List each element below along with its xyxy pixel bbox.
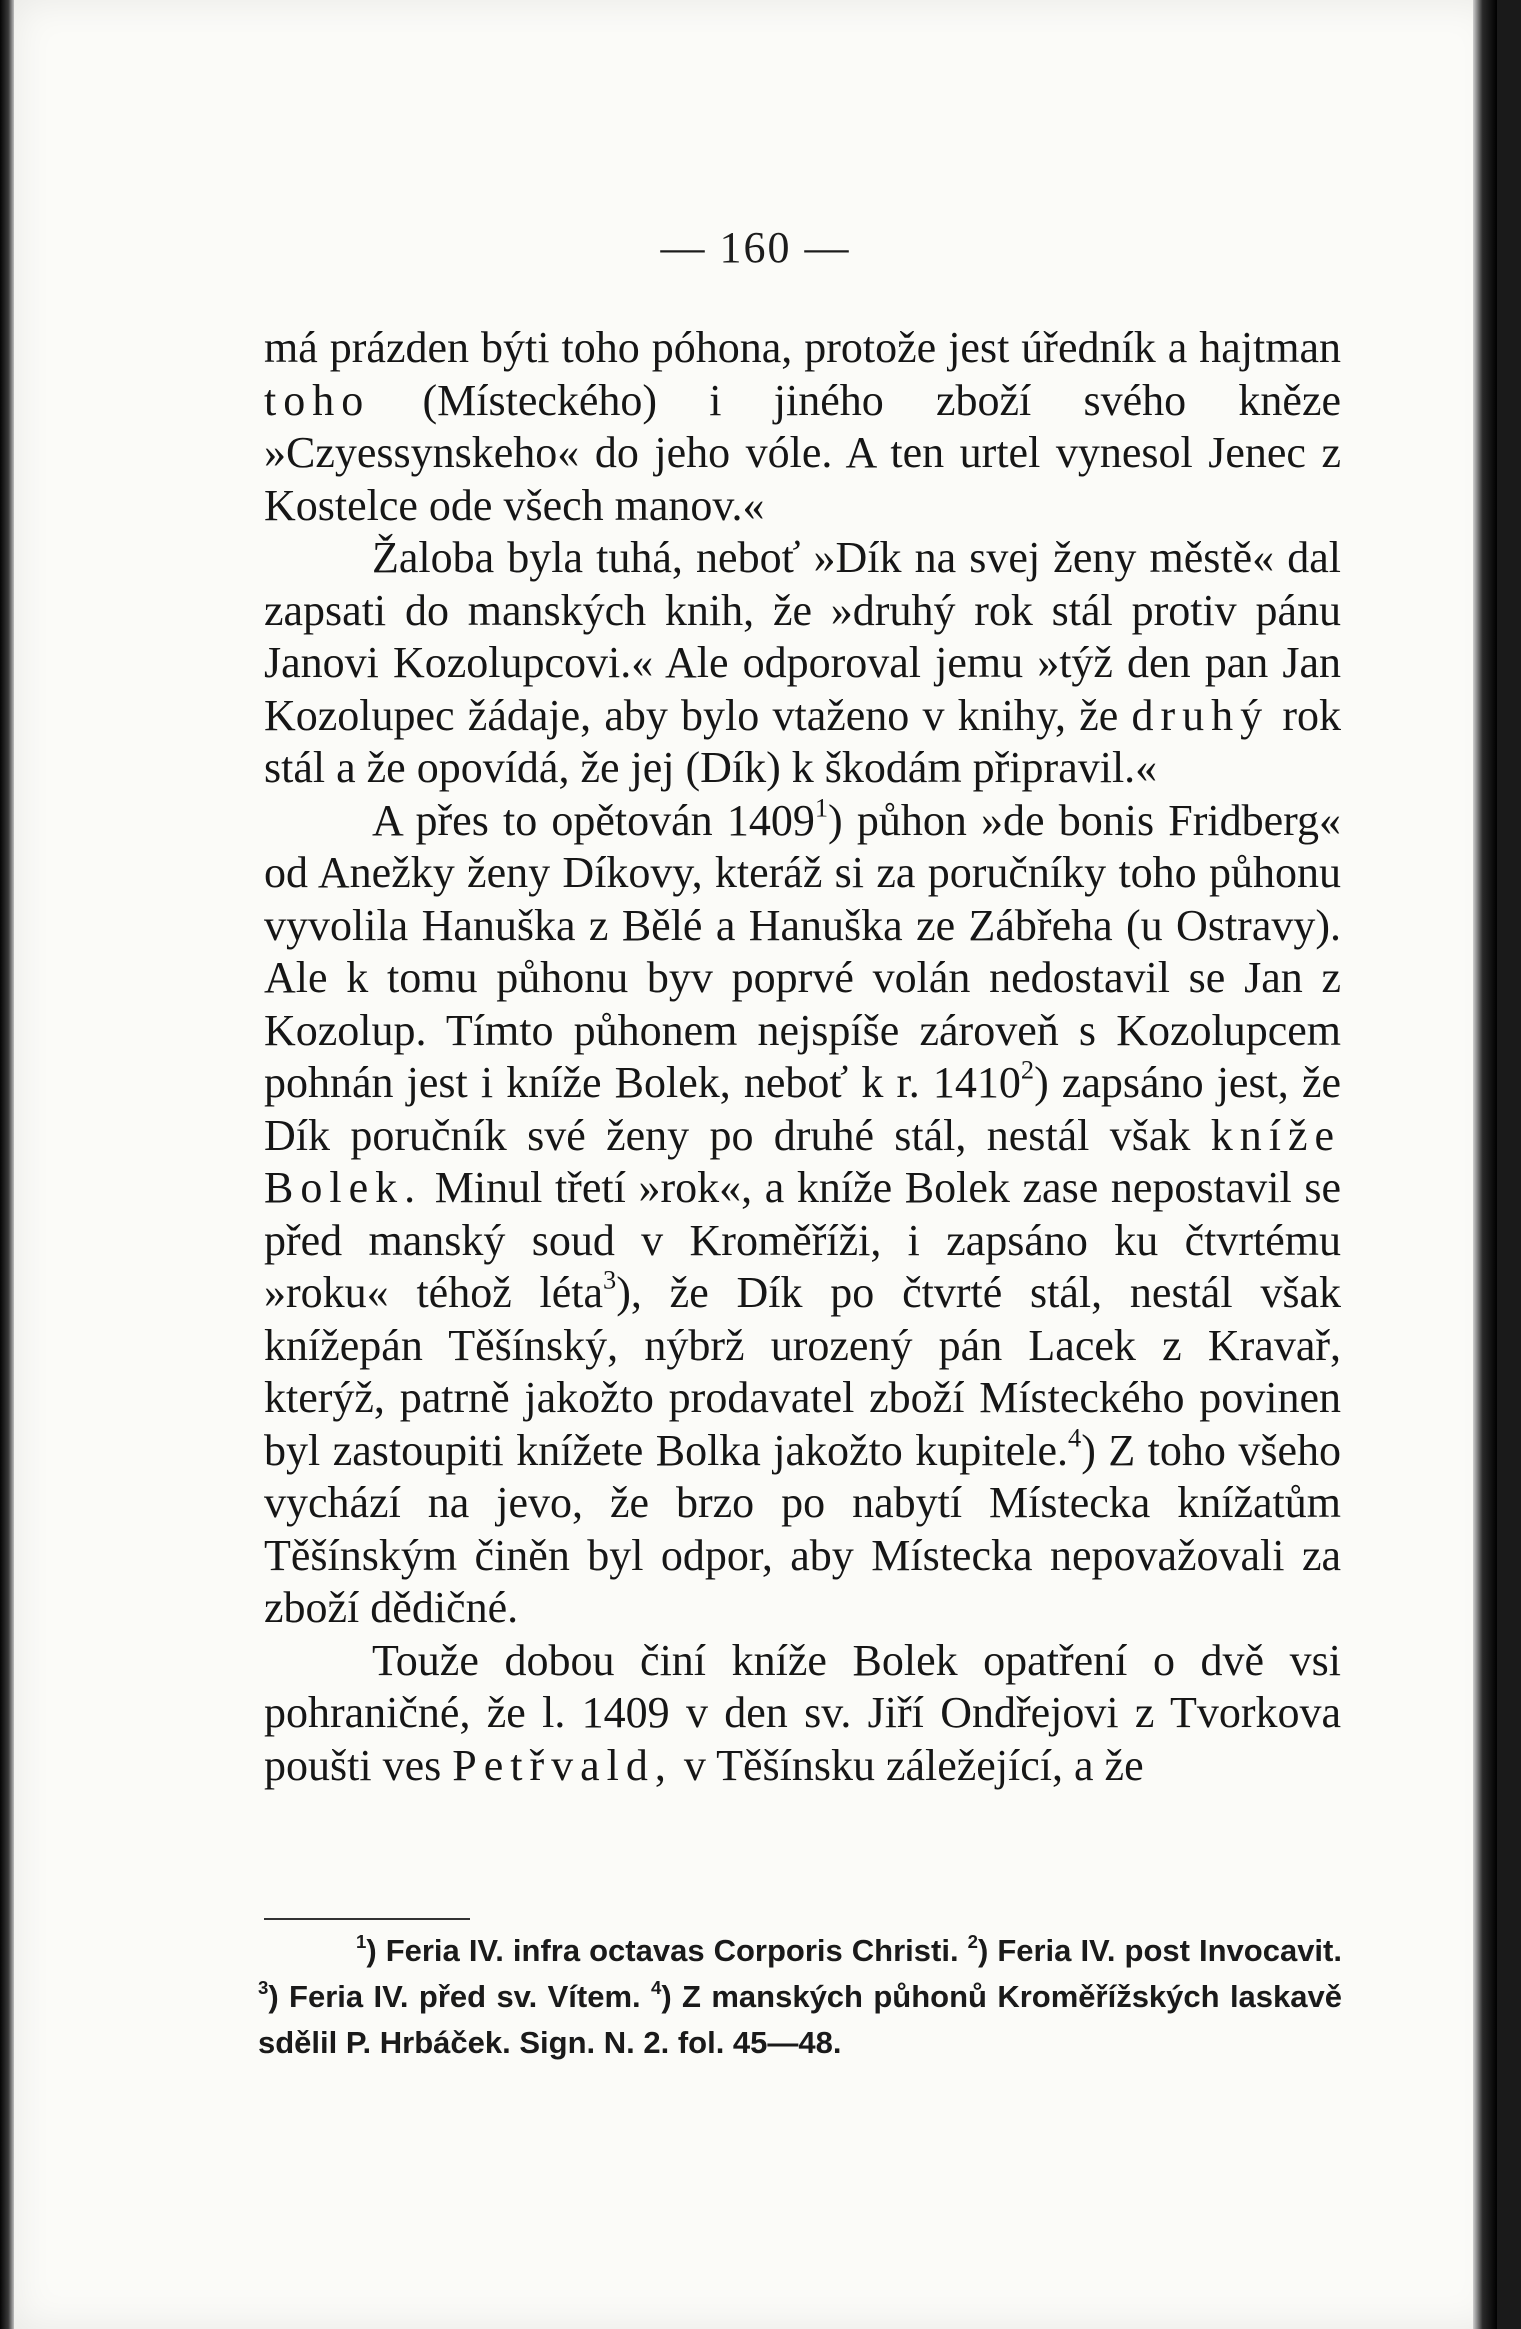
body-text [264,322,1341,1792]
footnote-mark-2: 2 [967,1930,978,1952]
page-number: — 160 — [660,223,851,272]
footnote-block [258,1928,1342,2066]
spaced-word: Petřvald, [452,1740,673,1790]
footnote-4: ) Z manských půhonů Kroměřížských laskavě sdělil P. Hrbáček. Sign. N. 2. fol. 45—48. [258,1979,1343,2060]
footnote-3: ) Feria IV. před sv. Vítem. [268,1979,641,2014]
page-right-edge-shadow [1473,0,1497,2329]
footnote-ref-2: 2 [1020,1054,1035,1085]
footnote-mark-4: 4 [651,1976,662,1998]
footnote-2: ) Feria IV. post Invocavit. [977,1933,1342,1968]
paragraph-2: Žaloba byla tuhá, neboť »Dík na svej ženy městě« dal zapsati do manských knih, že »druhý rok stál protiv pánu Janovi Kozolupcovi.« Ale odporoval jemu »týž den pan Jan Kozolupec žádaje, aby bylo vtaženo v knihy, že druhý rok stál a že opovídá, že jej (Dík) k škodám připravil.« [264,533,1342,792]
footnote-separator [264,1918,470,1920]
footnote-mark-3: 3 [258,1976,269,1998]
paragraph-3: A přes to opětován 1409$^1$) půhon »de bonis Fridberg« od Anežky ženy Díkovy, kteráž si za poručníky toho půhonu vyvolila Hanuška z Bělé a Hanuška ze Zábřeha (u Ostravy). Ale k tomu půhonu byv poprvé volán nedostavil se Jan z Kozolup. Tímto půhonem nejspíše zároveň s Kozolupcem pohnán jest i kníže Bolek, neboť k r. 1410$^2$) zapsáno jest, že Dík poručník své ženy po druhé stál, nestál však kníže Bolek. Minul třetí »rok«, a kníže Bolek zase nepostavil se před manský soud v Kroměříži, i zapsáno ku čtvrtému »roku« téhož léta$^3$), že Dík po čtvrté stál, nestál však knížepán Těšínský, nýbrž urozený pán Lacek z Kravař, kterýž, patrně jakožto prodavatel zboží Místeckého povinen byl zastoupiti knížete Bolka jakožto kupitele.$^4$) Z toho všeho vychází na jevo, že brzo po nabytí Místecka knížatům Těšínským činěn byl odpor, aby Místecka nepovažovali za zboží dědičné. [264,792,1342,1632]
footnote-1: ) Feria IV. infra octavas Corporis Christi. [366,1933,959,1968]
page-left-edge-shadow [0,0,14,2329]
spaced-word: toho [264,375,371,425]
footnote-mark-1: 1 [356,1930,367,1952]
book-page [14,0,1497,2329]
spaced-word: druhý [1131,690,1270,740]
spaced-word: kníže Bolek. [264,1110,1342,1212]
paragraph-4: Touže dobou činí kníže Bolek opatření o dvě vsi pohraničné, že l. 1409 v den sv. Jiří Ondřejovi z Tvorkova poušti ves Petřvald, v Těšínsku záležející, a že [264,1635,1341,1790]
footnotes [258,1928,1342,2066]
footnote-ref-1: 1 [814,792,829,823]
footnote-ref-3: 3 [603,1264,617,1295]
footnote-ref-4: 4 [1068,1422,1082,1453]
paragraph-1: má prázden býti toho póhona, protože jest úředník a hajtman toho (Místeckého) i jiného zboží svého kněze »Czyessynskeho« do jeho vóle. A ten urtel vynesol Jenec z Kostelce ode všech manov.« [264,323,1341,530]
